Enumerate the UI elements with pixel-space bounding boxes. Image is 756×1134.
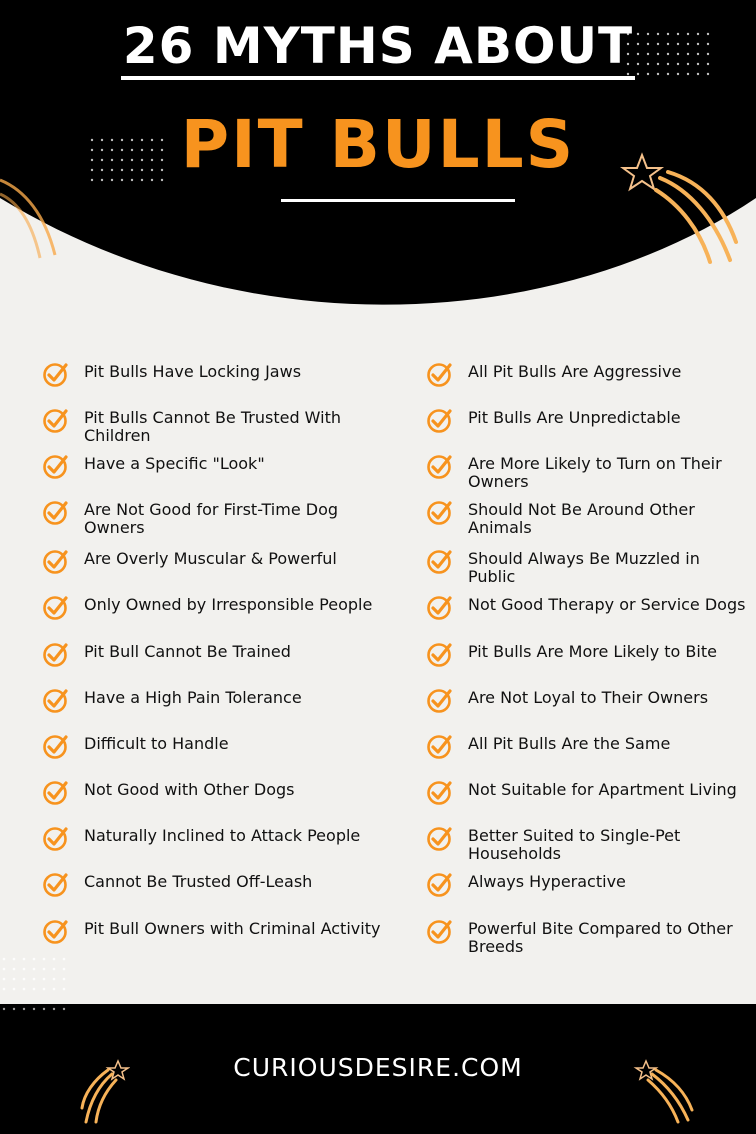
list-item bbox=[42, 917, 380, 961]
list-item bbox=[426, 360, 681, 404]
list-item bbox=[42, 498, 392, 542]
list-item bbox=[42, 640, 291, 684]
check-circle-icon bbox=[42, 360, 70, 388]
check-circle-icon bbox=[42, 406, 70, 434]
check-circle-icon bbox=[42, 917, 70, 945]
myth-text: Not Good with Other Dogs bbox=[84, 780, 295, 799]
check-circle-icon bbox=[426, 778, 454, 806]
list-item bbox=[426, 824, 746, 868]
list-item bbox=[426, 593, 745, 637]
list-item bbox=[42, 824, 360, 868]
check-circle-icon bbox=[426, 732, 454, 760]
check-circle-icon bbox=[426, 824, 454, 852]
myth-text: Powerful Bite Compared to Other Breeds bbox=[468, 919, 733, 956]
list-item bbox=[42, 593, 372, 637]
title-line-1 bbox=[0, 17, 756, 80]
check-circle-icon bbox=[42, 824, 70, 852]
list-item bbox=[42, 360, 301, 404]
list-item bbox=[426, 686, 708, 730]
check-circle-icon bbox=[426, 593, 454, 621]
myth-text: Pit Bull Cannot Be Trained bbox=[84, 642, 291, 661]
myth-text: Pit Bulls Are Unpredictable bbox=[468, 408, 681, 427]
check-circle-icon bbox=[42, 686, 70, 714]
list-item bbox=[426, 547, 746, 591]
list-item bbox=[426, 732, 670, 776]
list-item bbox=[42, 406, 392, 450]
check-circle-icon bbox=[42, 452, 70, 480]
title-line-2: PIT BULLS bbox=[180, 106, 576, 183]
list-item bbox=[42, 452, 265, 496]
myth-text: Should Always Be Muzzled in Public bbox=[468, 549, 700, 586]
check-circle-icon bbox=[42, 640, 70, 668]
myth-text: All Pit Bulls Are Aggressive bbox=[468, 362, 682, 381]
myth-text: Pit Bulls Are More Likely to Bite bbox=[468, 642, 717, 661]
footer-site-name: CURIOUSDESIRE.COM bbox=[233, 1053, 523, 1082]
list-item bbox=[42, 778, 294, 822]
myth-text: Difficult to Handle bbox=[84, 734, 229, 753]
myth-text: Have a High Pain Tolerance bbox=[84, 688, 302, 707]
myth-text: Pit Bull Owners with Criminal Activity bbox=[84, 919, 381, 938]
list-item bbox=[426, 498, 746, 542]
list-item bbox=[426, 870, 626, 914]
check-circle-icon bbox=[426, 498, 454, 526]
check-circle-icon bbox=[42, 870, 70, 898]
myth-text: Pit Bulls Have Locking Jaws bbox=[84, 362, 302, 381]
list-item bbox=[42, 686, 302, 730]
myth-text: Are Not Good for First-Time Dog Owners bbox=[84, 500, 339, 537]
dot-grid-bottom-left bbox=[0, 955, 80, 1005]
check-circle-icon bbox=[426, 870, 454, 898]
arc-lines-left bbox=[0, 170, 70, 260]
myth-text: Naturally Inclined to Attack People bbox=[84, 826, 361, 845]
list-item bbox=[426, 452, 746, 496]
check-circle-icon bbox=[426, 547, 454, 575]
check-circle-icon bbox=[426, 406, 454, 434]
myth-text: Are Overly Muscular & Powerful bbox=[84, 549, 337, 568]
check-circle-icon bbox=[42, 778, 70, 806]
myth-text: Better Suited to Single-Pet Households bbox=[468, 826, 681, 863]
check-circle-icon bbox=[42, 593, 70, 621]
myth-text: Not Suitable for Apartment Living bbox=[468, 780, 737, 799]
list-item bbox=[426, 640, 717, 684]
check-circle-icon bbox=[42, 547, 70, 575]
myth-text: Pit Bulls Cannot Be Trusted With Children bbox=[84, 408, 342, 445]
list-item bbox=[42, 547, 337, 591]
list-item bbox=[426, 917, 746, 961]
myth-text: Always Hyperactive bbox=[468, 872, 626, 891]
list-item bbox=[426, 406, 681, 450]
list-item bbox=[42, 870, 312, 914]
check-circle-icon bbox=[426, 360, 454, 388]
check-circle-icon bbox=[426, 640, 454, 668]
myth-text: Only Owned by Irresponsible People bbox=[84, 595, 373, 614]
check-circle-icon bbox=[426, 917, 454, 945]
myth-text: Are Not Loyal to Their Owners bbox=[468, 688, 709, 707]
myth-text: All Pit Bulls Are the Same bbox=[468, 734, 671, 753]
myth-text: Are More Likely to Turn on Their Owners bbox=[468, 454, 722, 491]
title-divider bbox=[281, 199, 515, 202]
list-item bbox=[426, 778, 737, 822]
myth-text: Should Not Be Around Other Animals bbox=[468, 500, 695, 537]
myth-text: Have a Specific "Look" bbox=[84, 454, 265, 473]
title-line-1-text: 26 MYTHS ABOUT bbox=[121, 20, 635, 80]
myth-text: Not Good Therapy or Service Dogs bbox=[468, 595, 746, 614]
check-circle-icon bbox=[42, 732, 70, 760]
check-circle-icon bbox=[42, 498, 70, 526]
footer-dot-line bbox=[0, 1006, 80, 1012]
list-item bbox=[42, 732, 229, 776]
check-circle-icon bbox=[426, 452, 454, 480]
myth-text: Cannot Be Trusted Off-Leash bbox=[84, 872, 313, 891]
check-circle-icon bbox=[426, 686, 454, 714]
